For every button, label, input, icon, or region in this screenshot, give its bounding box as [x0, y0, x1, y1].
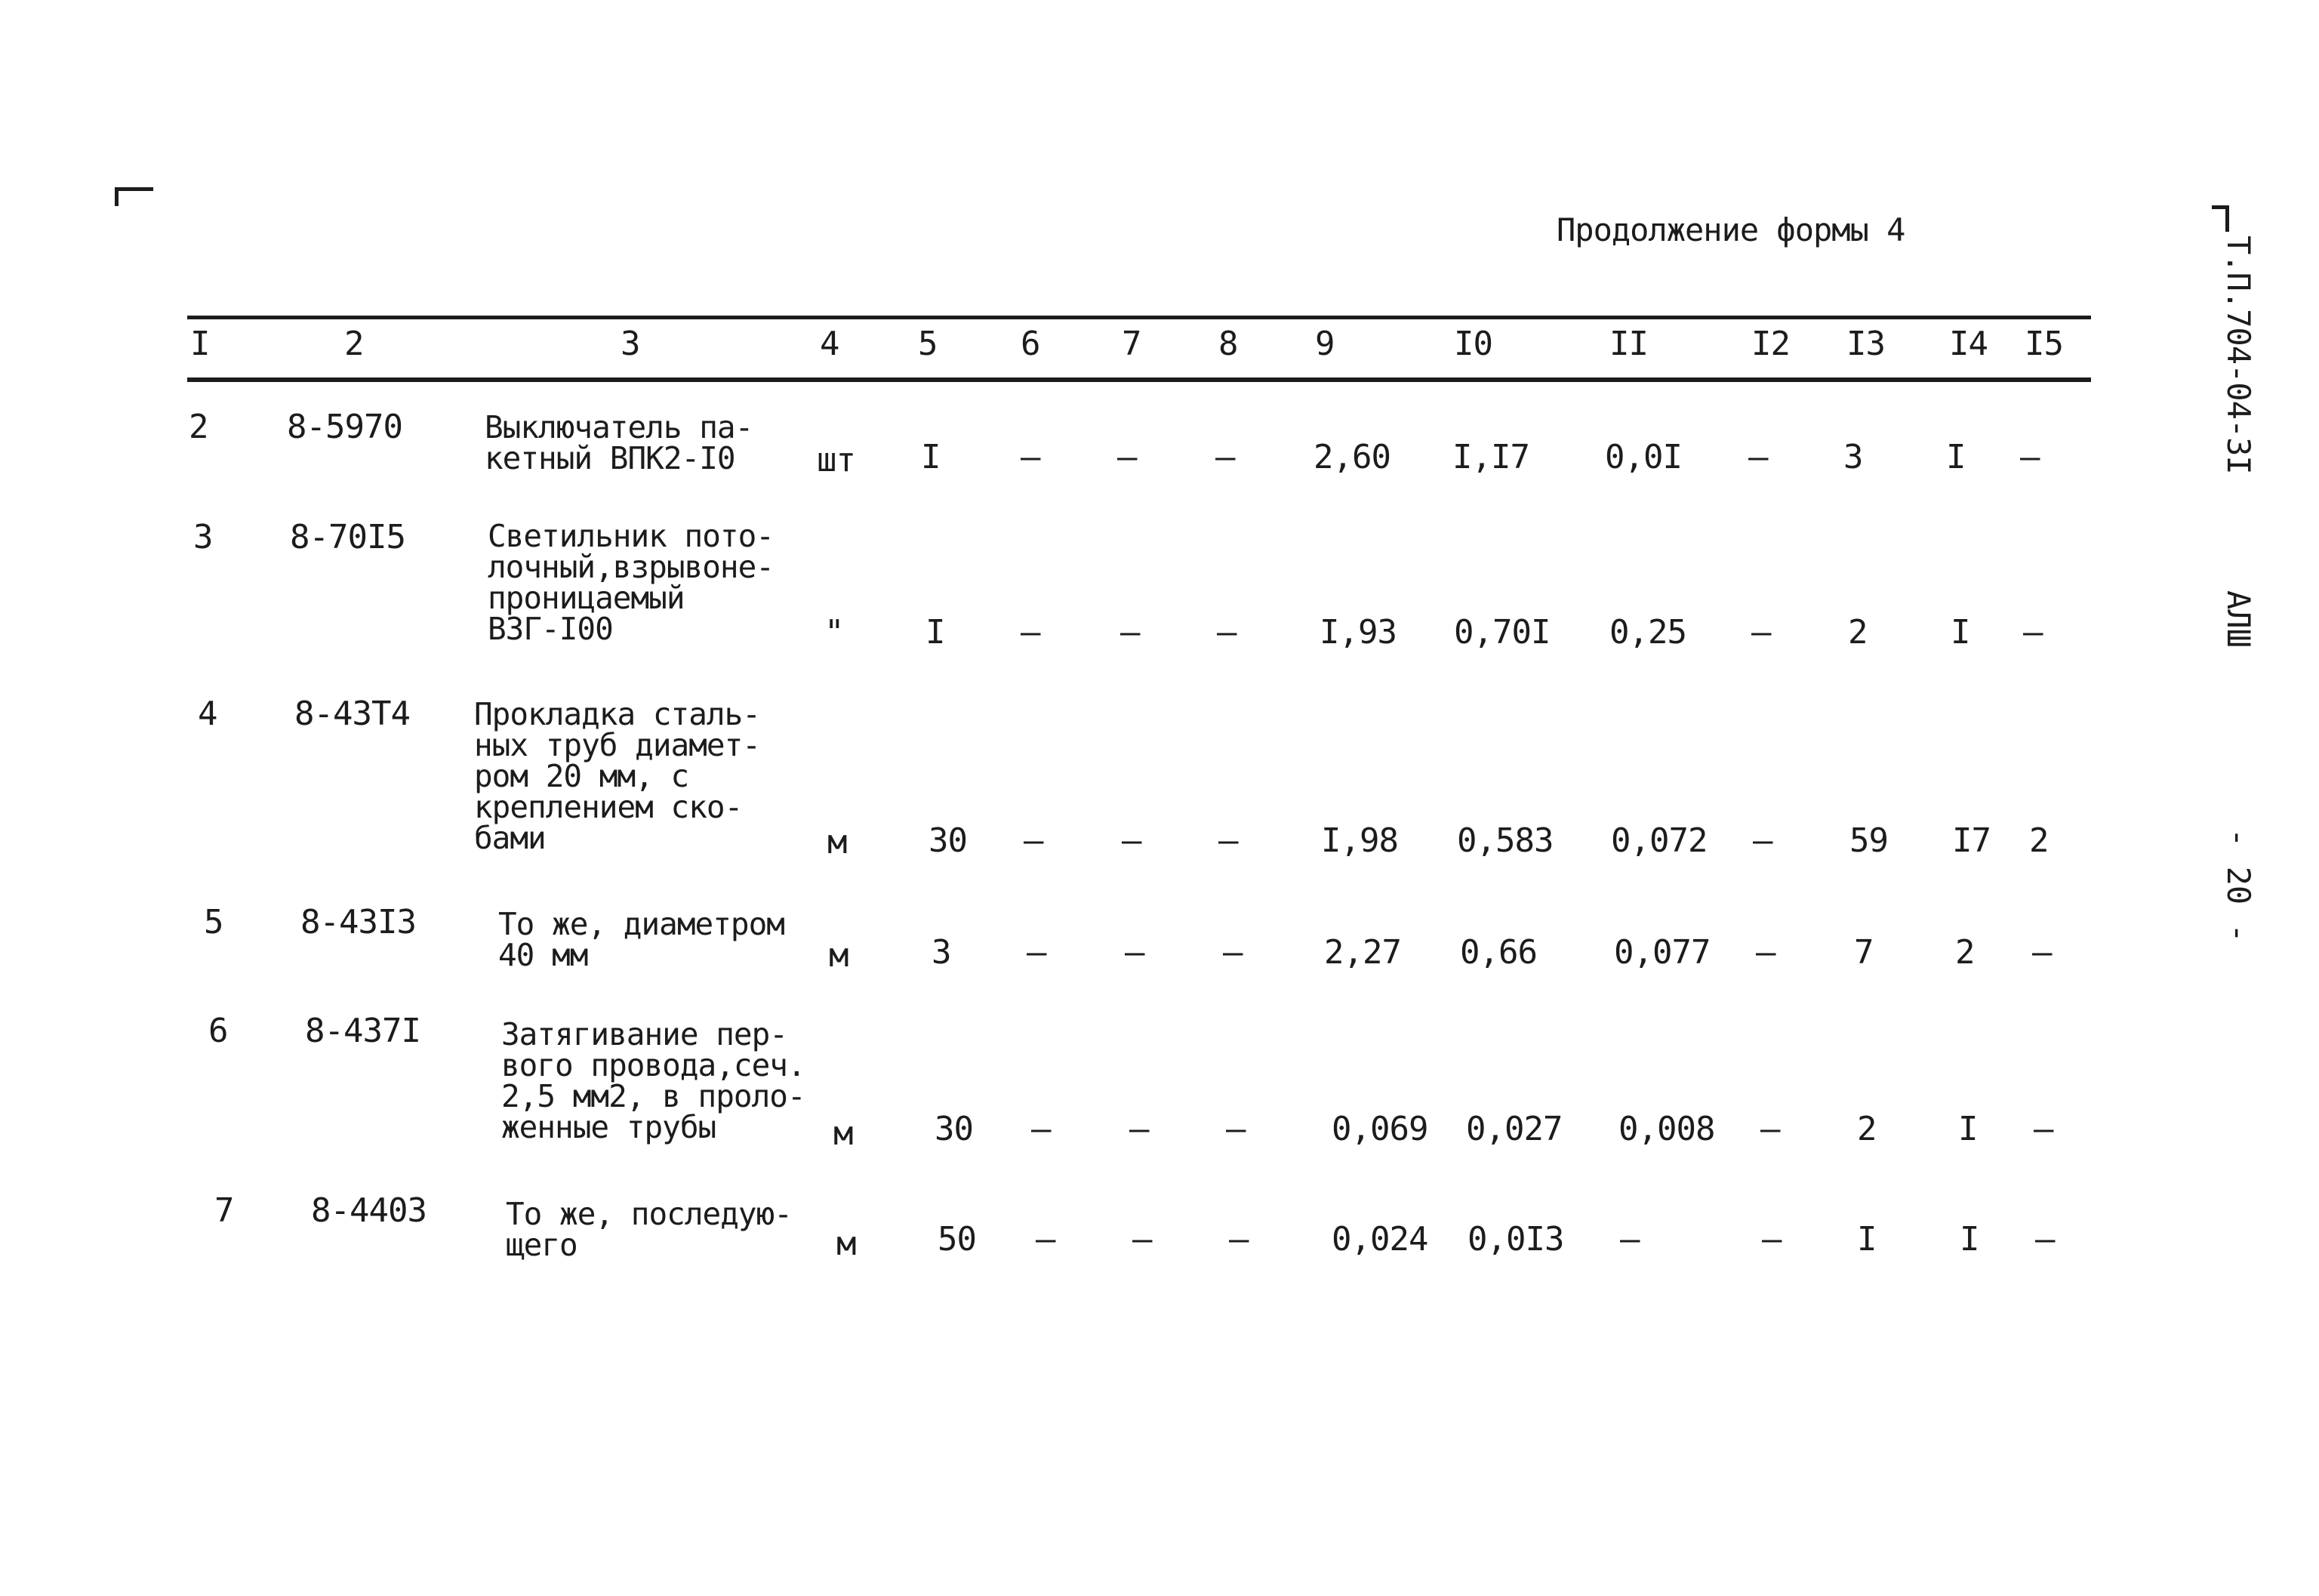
value-cell: – [1031, 1110, 1051, 1148]
value-cell: – [1751, 613, 1771, 652]
value-cell: – [1223, 933, 1243, 972]
value-cell: – [1117, 438, 1137, 476]
column-header: 7 [1122, 325, 1141, 363]
value-cell: – [1132, 1220, 1152, 1259]
unit: м [836, 1225, 856, 1263]
value-cell: I,98 [1321, 821, 1398, 860]
value-cell: 0,024 [1332, 1220, 1428, 1259]
value-cell: I [1946, 438, 1966, 476]
unit: м [829, 936, 848, 975]
value-cell: – [2020, 438, 2040, 476]
column-header: 6 [1021, 325, 1040, 363]
work-description: Прокладка сталь- ных труб диамет- ром 20 мм, с креплением ско- бами [474, 696, 760, 856]
value-cell: 0,077 [1614, 933, 1711, 972]
row-number: 2 [189, 408, 208, 446]
value-cell: I [1960, 1220, 1979, 1259]
column-header: I5 [2025, 325, 2063, 363]
value-cell: 0,0I3 [1467, 1220, 1564, 1259]
work-description: Светильник потo- лочный,взрывоне- проницаемый ВЗГ-I00 [488, 518, 774, 647]
side-stamp [2219, 236, 2257, 991]
norm-code: 8-437I [305, 1012, 420, 1050]
value-cell: 2 [2029, 821, 2049, 860]
row-number: 3 [193, 518, 213, 556]
document-code: Т.П.704-04-3I [2220, 236, 2257, 474]
value-cell: – [1021, 438, 1040, 476]
value-cell: 2,60 [1313, 438, 1390, 476]
work-description: То же, последую- щего [506, 1196, 792, 1263]
value-cell: – [2035, 1220, 2055, 1259]
value-cell: 0,25 [1609, 613, 1686, 652]
value-cell: – [2023, 613, 2043, 652]
value-cell: – [1125, 933, 1144, 972]
value-cell: 0,66 [1460, 933, 1537, 972]
value-cell: – [1027, 933, 1046, 972]
value-cell: 2 [1955, 933, 1975, 972]
corner-mark-top-left [115, 187, 153, 206]
value-cell: I7 [1952, 821, 1991, 860]
column-header: 9 [1315, 325, 1335, 363]
norm-code: 8-43Т4 [294, 695, 410, 733]
value-cell: 3 [1843, 438, 1863, 476]
work-description: То же, диаметром 40 мм [498, 906, 784, 973]
quantity: 30 [935, 1110, 973, 1148]
value-cell: – [1129, 1110, 1149, 1148]
quantity: 3 [932, 933, 951, 972]
row-number: 4 [198, 695, 217, 733]
row-number: 5 [204, 903, 223, 941]
table-top-rule [187, 316, 2091, 319]
work-description: Выключатель па- кетный ВПК2-I0 [485, 409, 753, 476]
column-header: II [1609, 325, 1648, 363]
value-cell: – [2034, 1110, 2053, 1148]
value-cell: I [1958, 1110, 1978, 1148]
value-cell: I,93 [1320, 613, 1397, 652]
value-cell: – [1226, 1110, 1246, 1148]
unit: шт [817, 441, 855, 479]
norm-code: 8-4403 [311, 1191, 427, 1230]
table-header-rule [187, 377, 2091, 382]
page-number: - 20 - [2220, 828, 2257, 943]
row-number: 6 [208, 1012, 228, 1050]
value-cell: – [1217, 613, 1236, 652]
value-cell: 0,008 [1618, 1110, 1715, 1148]
value-cell: – [1753, 821, 1772, 860]
value-cell: I,I7 [1452, 438, 1529, 476]
value-cell: 0,583 [1457, 821, 1554, 860]
value-cell: 2 [1857, 1110, 1877, 1148]
corner-mark-top-right [2212, 205, 2229, 232]
value-cell: – [1762, 1220, 1782, 1259]
column-header: 3 [621, 325, 640, 363]
value-cell: – [1024, 821, 1043, 860]
document-suffix: АЛШ [2220, 590, 2257, 648]
row-number: 7 [214, 1191, 234, 1230]
value-cell: I [1857, 1220, 1877, 1259]
value-cell: 2,27 [1324, 933, 1401, 972]
value-cell: – [1215, 438, 1235, 476]
norm-code: 8-43I3 [300, 903, 416, 941]
value-cell: – [1122, 821, 1141, 860]
value-cell: – [1021, 613, 1040, 652]
column-header: 4 [820, 325, 839, 363]
quantity: I [921, 438, 941, 476]
value-cell: 0,0I [1605, 438, 1682, 476]
norm-code: 8-70I5 [290, 518, 405, 556]
value-cell: – [1120, 613, 1140, 652]
norm-code: 8-5970 [287, 408, 402, 446]
value-cell: 0,70I [1454, 613, 1551, 652]
value-cell: 59 [1849, 821, 1888, 860]
value-cell: – [1760, 1110, 1780, 1148]
value-cell: 0,027 [1466, 1110, 1563, 1148]
column-header: I2 [1751, 325, 1790, 363]
value-cell: – [2032, 933, 2052, 972]
value-cell: – [1748, 438, 1768, 476]
value-cell: – [1620, 1220, 1640, 1259]
column-header: 2 [344, 325, 364, 363]
work-description: Затягивание пер- вого провода,сеч. 2,5 мм2, в проло- женные трубы [501, 1016, 805, 1145]
column-header: I [190, 325, 210, 363]
value-cell: 2 [1848, 613, 1868, 652]
value-cell: – [1218, 821, 1238, 860]
unit: " [824, 613, 844, 652]
value-cell: 0,069 [1332, 1110, 1428, 1148]
quantity: 30 [929, 821, 967, 860]
value-cell: – [1229, 1220, 1249, 1259]
value-cell: 7 [1854, 933, 1874, 972]
unit: м [827, 823, 847, 861]
column-header: 8 [1218, 325, 1238, 363]
column-header: I4 [1949, 325, 1988, 363]
column-header: I3 [1846, 325, 1885, 363]
value-cell: – [1036, 1220, 1055, 1259]
column-header: I0 [1454, 325, 1492, 363]
value-cell: – [1756, 933, 1775, 972]
value-cell: I [1951, 613, 1970, 652]
quantity: I [925, 613, 945, 652]
quantity: 50 [938, 1220, 976, 1259]
unit: м [833, 1114, 853, 1153]
form-continuation-heading: Продолжение формы 4 [1557, 211, 1905, 248]
column-header: 5 [918, 325, 938, 363]
value-cell: 0,072 [1611, 821, 1708, 860]
